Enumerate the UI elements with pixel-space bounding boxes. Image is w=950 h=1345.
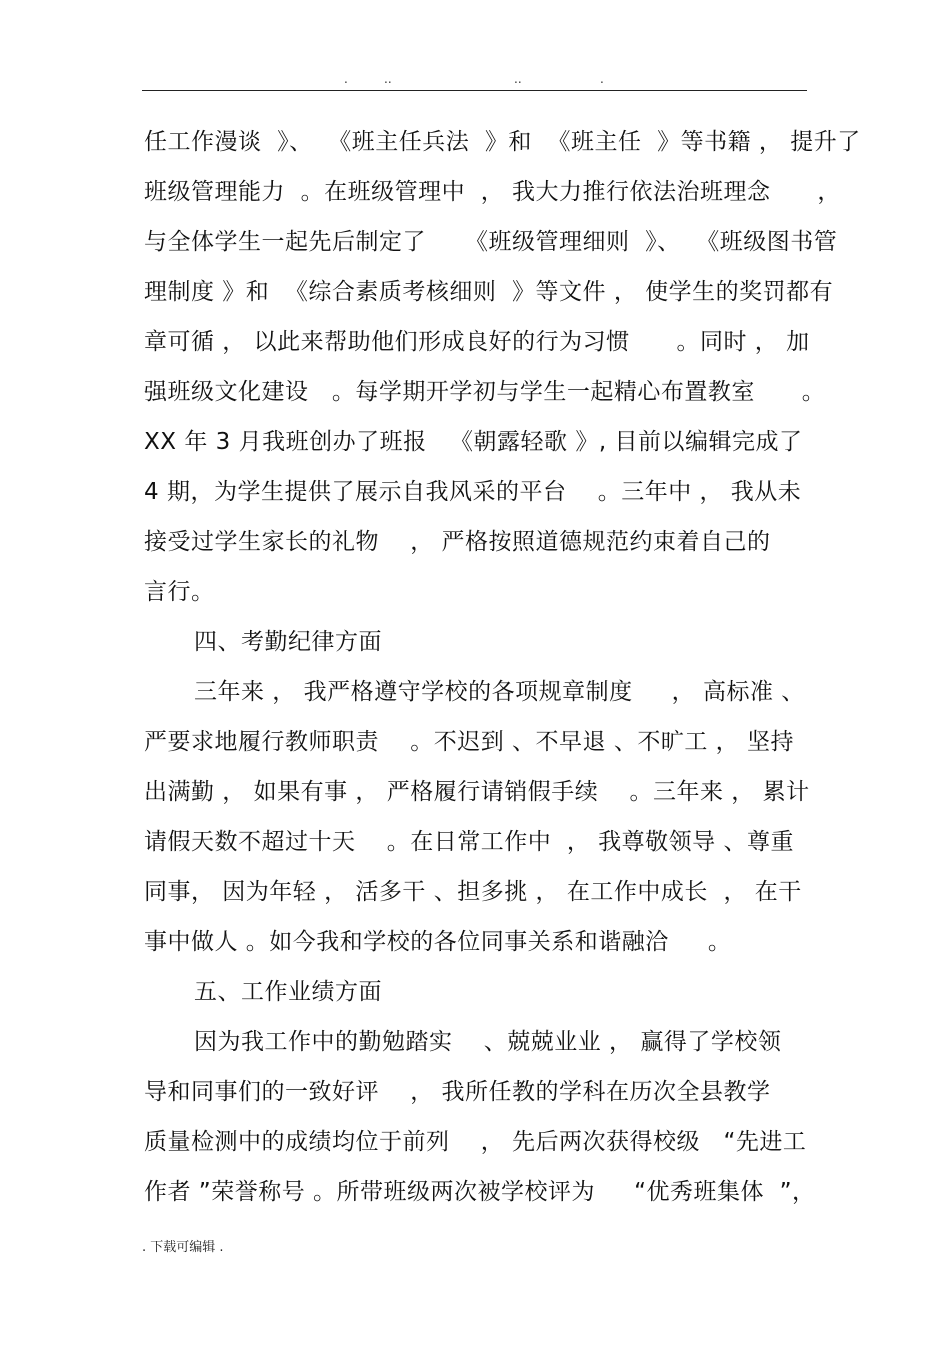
text-line: 言行。 xyxy=(144,579,215,605)
header-rule xyxy=(142,90,807,91)
text-line: 班级管理能力 。在班级管理中 ， 我大力推行依法治班理念 ， xyxy=(144,179,841,205)
text-line: 4 期，为学生提供了展示自我风采的平台 。三年中 ， 我从未 xyxy=(144,479,802,505)
text-line: 三年来 ， 我严格遵守学校的各项规章制度 ， 高标准 、 xyxy=(194,679,805,705)
text-line: 作者 ”荣誉称号 。所带班级两次被学校评为 “优秀班集体 ”， xyxy=(144,1179,816,1205)
header-dot: . xyxy=(600,72,604,86)
document-body xyxy=(144,120,861,1220)
text-line: 事中做人 。如今我和学校的各位同事关系和谐融洽 。 xyxy=(144,929,732,955)
text-line: 请假天数不超过十天 。在日常工作中 ， 我尊敬领导 、尊重 xyxy=(144,829,794,855)
header-dot: .. xyxy=(384,72,392,86)
text-line: XX 年 3 月我班创办了班报 《朝露轻歌 》, 目前以编辑完成了 xyxy=(144,429,803,455)
text-line: 因为我工作中的勤勉踏实 、兢兢业业 ， 赢得了学校领 xyxy=(194,1029,782,1055)
page-header-dots xyxy=(0,72,950,92)
text-line: 出满勤 ， 如果有事 ， 严格履行请销假手续 。三年来 ， 累计 xyxy=(144,779,810,805)
section-heading: 四、考勤纪律方面 xyxy=(194,629,382,655)
text-line: 强班级文化建设 。每学期开学初与学生一起精心布置教室 。 xyxy=(144,379,826,405)
section-heading: 五、工作业绩方面 xyxy=(194,979,382,1005)
text-line: 导和同事们的一致好评 ， 我所任教的学科在历次全县教学 xyxy=(144,1079,771,1105)
text-line: 任工作漫谈 》、 《班主任兵法 》和 《班主任 》等书籍 ， 提升了 xyxy=(144,129,861,155)
header-dot: . xyxy=(344,72,348,86)
text-line: 接受过学生家长的礼物 ， 严格按照道德规范约束着自己的 xyxy=(144,529,771,555)
text-line: 章可循 ， 以此来帮助他们形成良好的行为习惯 。同时 ， 加 xyxy=(144,329,810,355)
text-line: 理制度 》和 《综合素质考核细则 》等文件 ， 使学生的奖罚都有 xyxy=(144,279,834,305)
text-line: 质量检测中的成绩均位于前列 ， 先后两次获得校级 “先进工 xyxy=(144,1129,807,1155)
text-line: 同事， 因为年轻 ， 活多干 、担多挑 ， 在工作中成长 ， 在干 xyxy=(144,879,802,905)
page-footer: . 下载可编辑 . xyxy=(142,1240,224,1255)
text-line: 严要求地履行教师职责 。不迟到 、不早退 、不旷工 ， 坚持 xyxy=(144,729,794,755)
header-dot: .. xyxy=(514,72,522,86)
text-line: 与全体学生一起先后制定了 《班级管理细则 》、 《班级图书管 xyxy=(144,229,838,255)
